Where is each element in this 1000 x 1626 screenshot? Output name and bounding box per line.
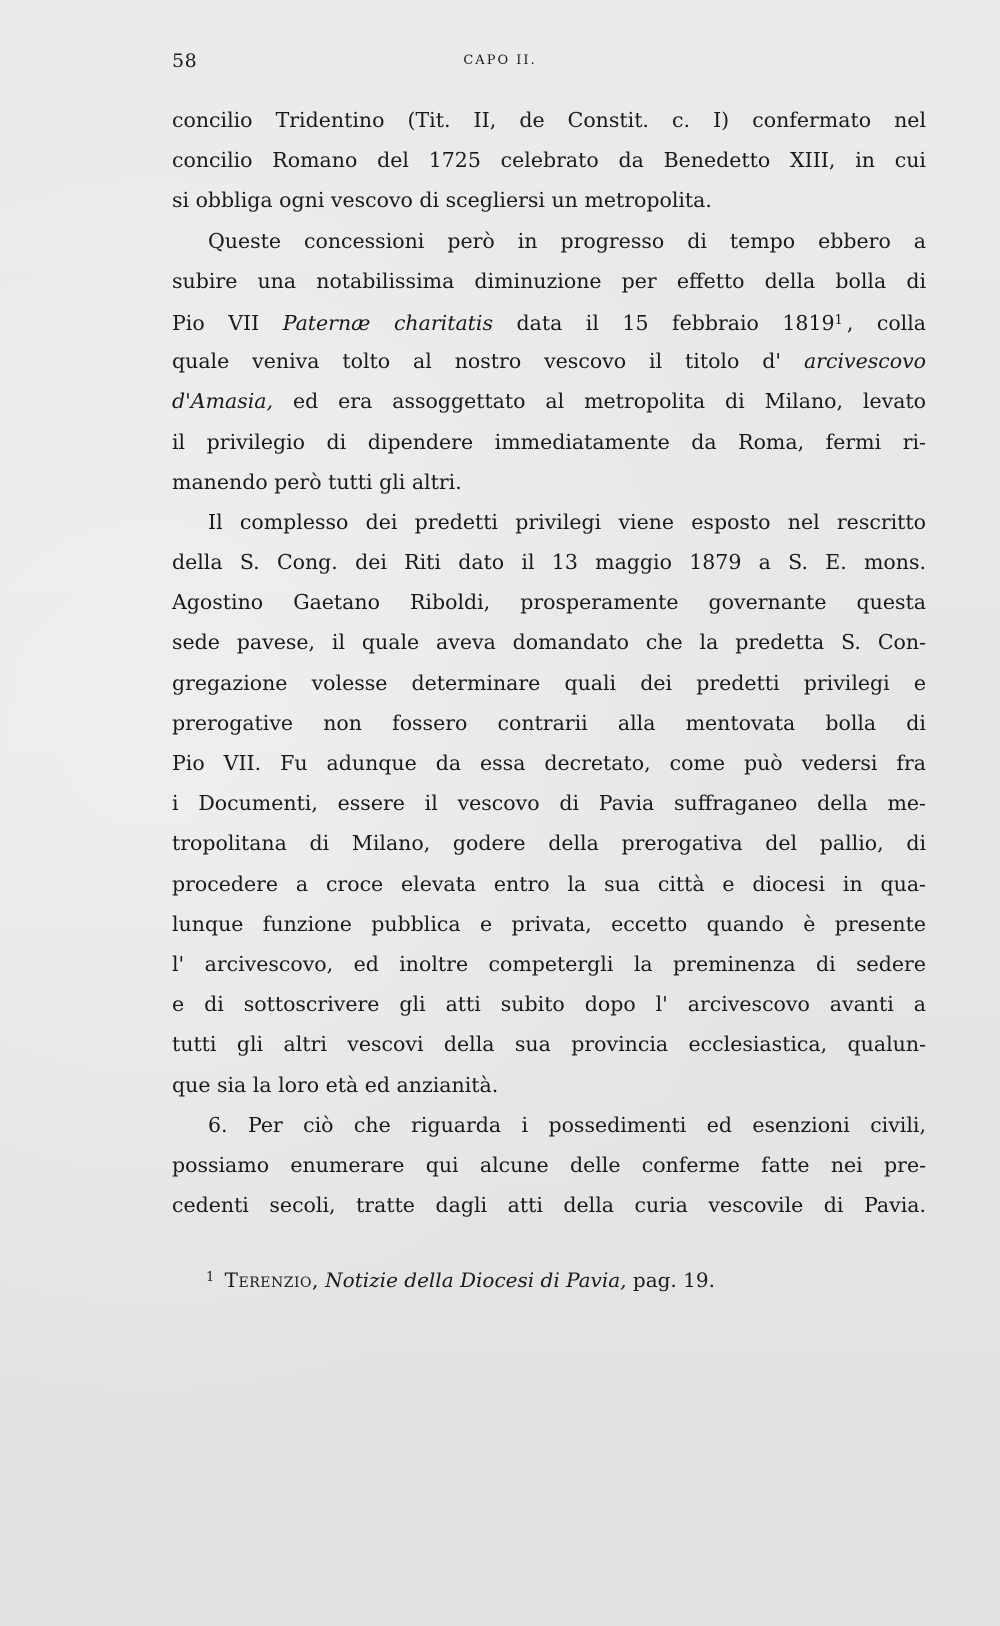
text-line-17: Pio VII. Fu adunque da essa decretato, come può vedersi fra <box>172 751 926 775</box>
text-line-8: d'Amasia, ed era assoggettato al metropolita di Milano, levato <box>172 389 926 414</box>
text-line-22: l' arcivescovo, ed inoltre competergli la preminenza di sedere <box>172 951 926 976</box>
text-line-6: Pio VII Paternæ charitatis data il 15 febbraio 1819$^1$ , colla <box>172 310 927 335</box>
footnote-number: 1 <box>206 1270 215 1285</box>
text-line-5: subire una notabilissima diminuzione per effetto della bolla di <box>172 268 926 293</box>
page-number: 58 <box>172 50 198 72</box>
text-line-21: lunque funzione pubblica e privata, eccetto quando è presente <box>172 911 926 936</box>
text-line-20: procedere a croce elevata entro la sua città e diocesi in qua- <box>172 871 926 896</box>
footnote-marker: 1 <box>834 312 843 328</box>
text-line-26: 6. Per ciò che riguarda i possedimenti ed esenzioni civili, <box>208 1112 926 1137</box>
text-line-10: manendo però tutti gli altri. <box>172 469 462 494</box>
text-line-7: quale veniva tolto al nostro vescovo il titolo d' arcivescovo <box>172 349 926 374</box>
chapter-title: CAPO II. <box>463 53 537 68</box>
text-line-12: della S. Cong. dei Riti dato il 13 maggio 1879 a S. E. mons. <box>172 550 926 575</box>
text-line-4: Queste concessioni però in progresso di tempo ebbero a <box>208 228 926 253</box>
text-line-14: sede pavese, il quale aveva domandato che la predetta S. Con- <box>172 630 926 655</box>
text-line-19: tropolitana di Milano, godere della prerogativa del pallio, di <box>172 831 926 856</box>
text-line-16: prerogative non fossero contrarii alla mentovata bolla di <box>172 710 926 735</box>
text-line-15: gregazione volesse determinare quali dei predetti privilegi e <box>172 670 926 695</box>
text-line-9: il privilegio di dipendere immediatamente da Roma, fermi ri- <box>172 429 926 454</box>
text-line-25: que sia la loro età ed anzianità. <box>172 1072 499 1097</box>
footnote-page: pag. 19. <box>632 1268 715 1292</box>
text-line-1: concilio Tridentino (Tit. II, de Constit. c. I) confermato nel <box>172 108 926 132</box>
text-line-24: tutti gli altri vescovi della sua provincia ecclesiastica, qualun- <box>172 1032 926 1057</box>
running-head <box>0 50 1000 80</box>
text-line-27: possiamo enumerare qui alcune delle conferme fatte nei pre- <box>172 1152 926 1177</box>
footnote <box>206 1268 715 1292</box>
text-line-18: i Documenti, essere il vescovo di Pavia suffraganeo della me- <box>172 791 926 816</box>
footnote-title: Notizie della Diocesi di Pavia, <box>325 1268 627 1292</box>
text-line-28: cedenti secoli, tratte dagli atti della curia vescovile di Pavia. <box>172 1193 926 1218</box>
bull-title: Paternæ charitatis <box>282 310 493 335</box>
body-text <box>172 100 926 1225</box>
text-line-23: e di sottoscrivere gli atti subito dopo l' arcivescovo avanti a <box>172 992 926 1017</box>
text-line-2: concilio Romano del 1725 celebrato da Benedetto XIII, in cui <box>172 148 926 173</box>
text-line-11: Il complesso dei predetti privilegi viene esposto nel rescritto <box>208 509 926 534</box>
text-line-13: Agostino Gaetano Riboldi, prosperamente governante questa <box>172 590 926 615</box>
text-line-3: si obbliga ogni vescovo di scegliersi un metropolita. <box>172 188 712 213</box>
footnote-author: Terenzio, <box>224 1268 319 1292</box>
